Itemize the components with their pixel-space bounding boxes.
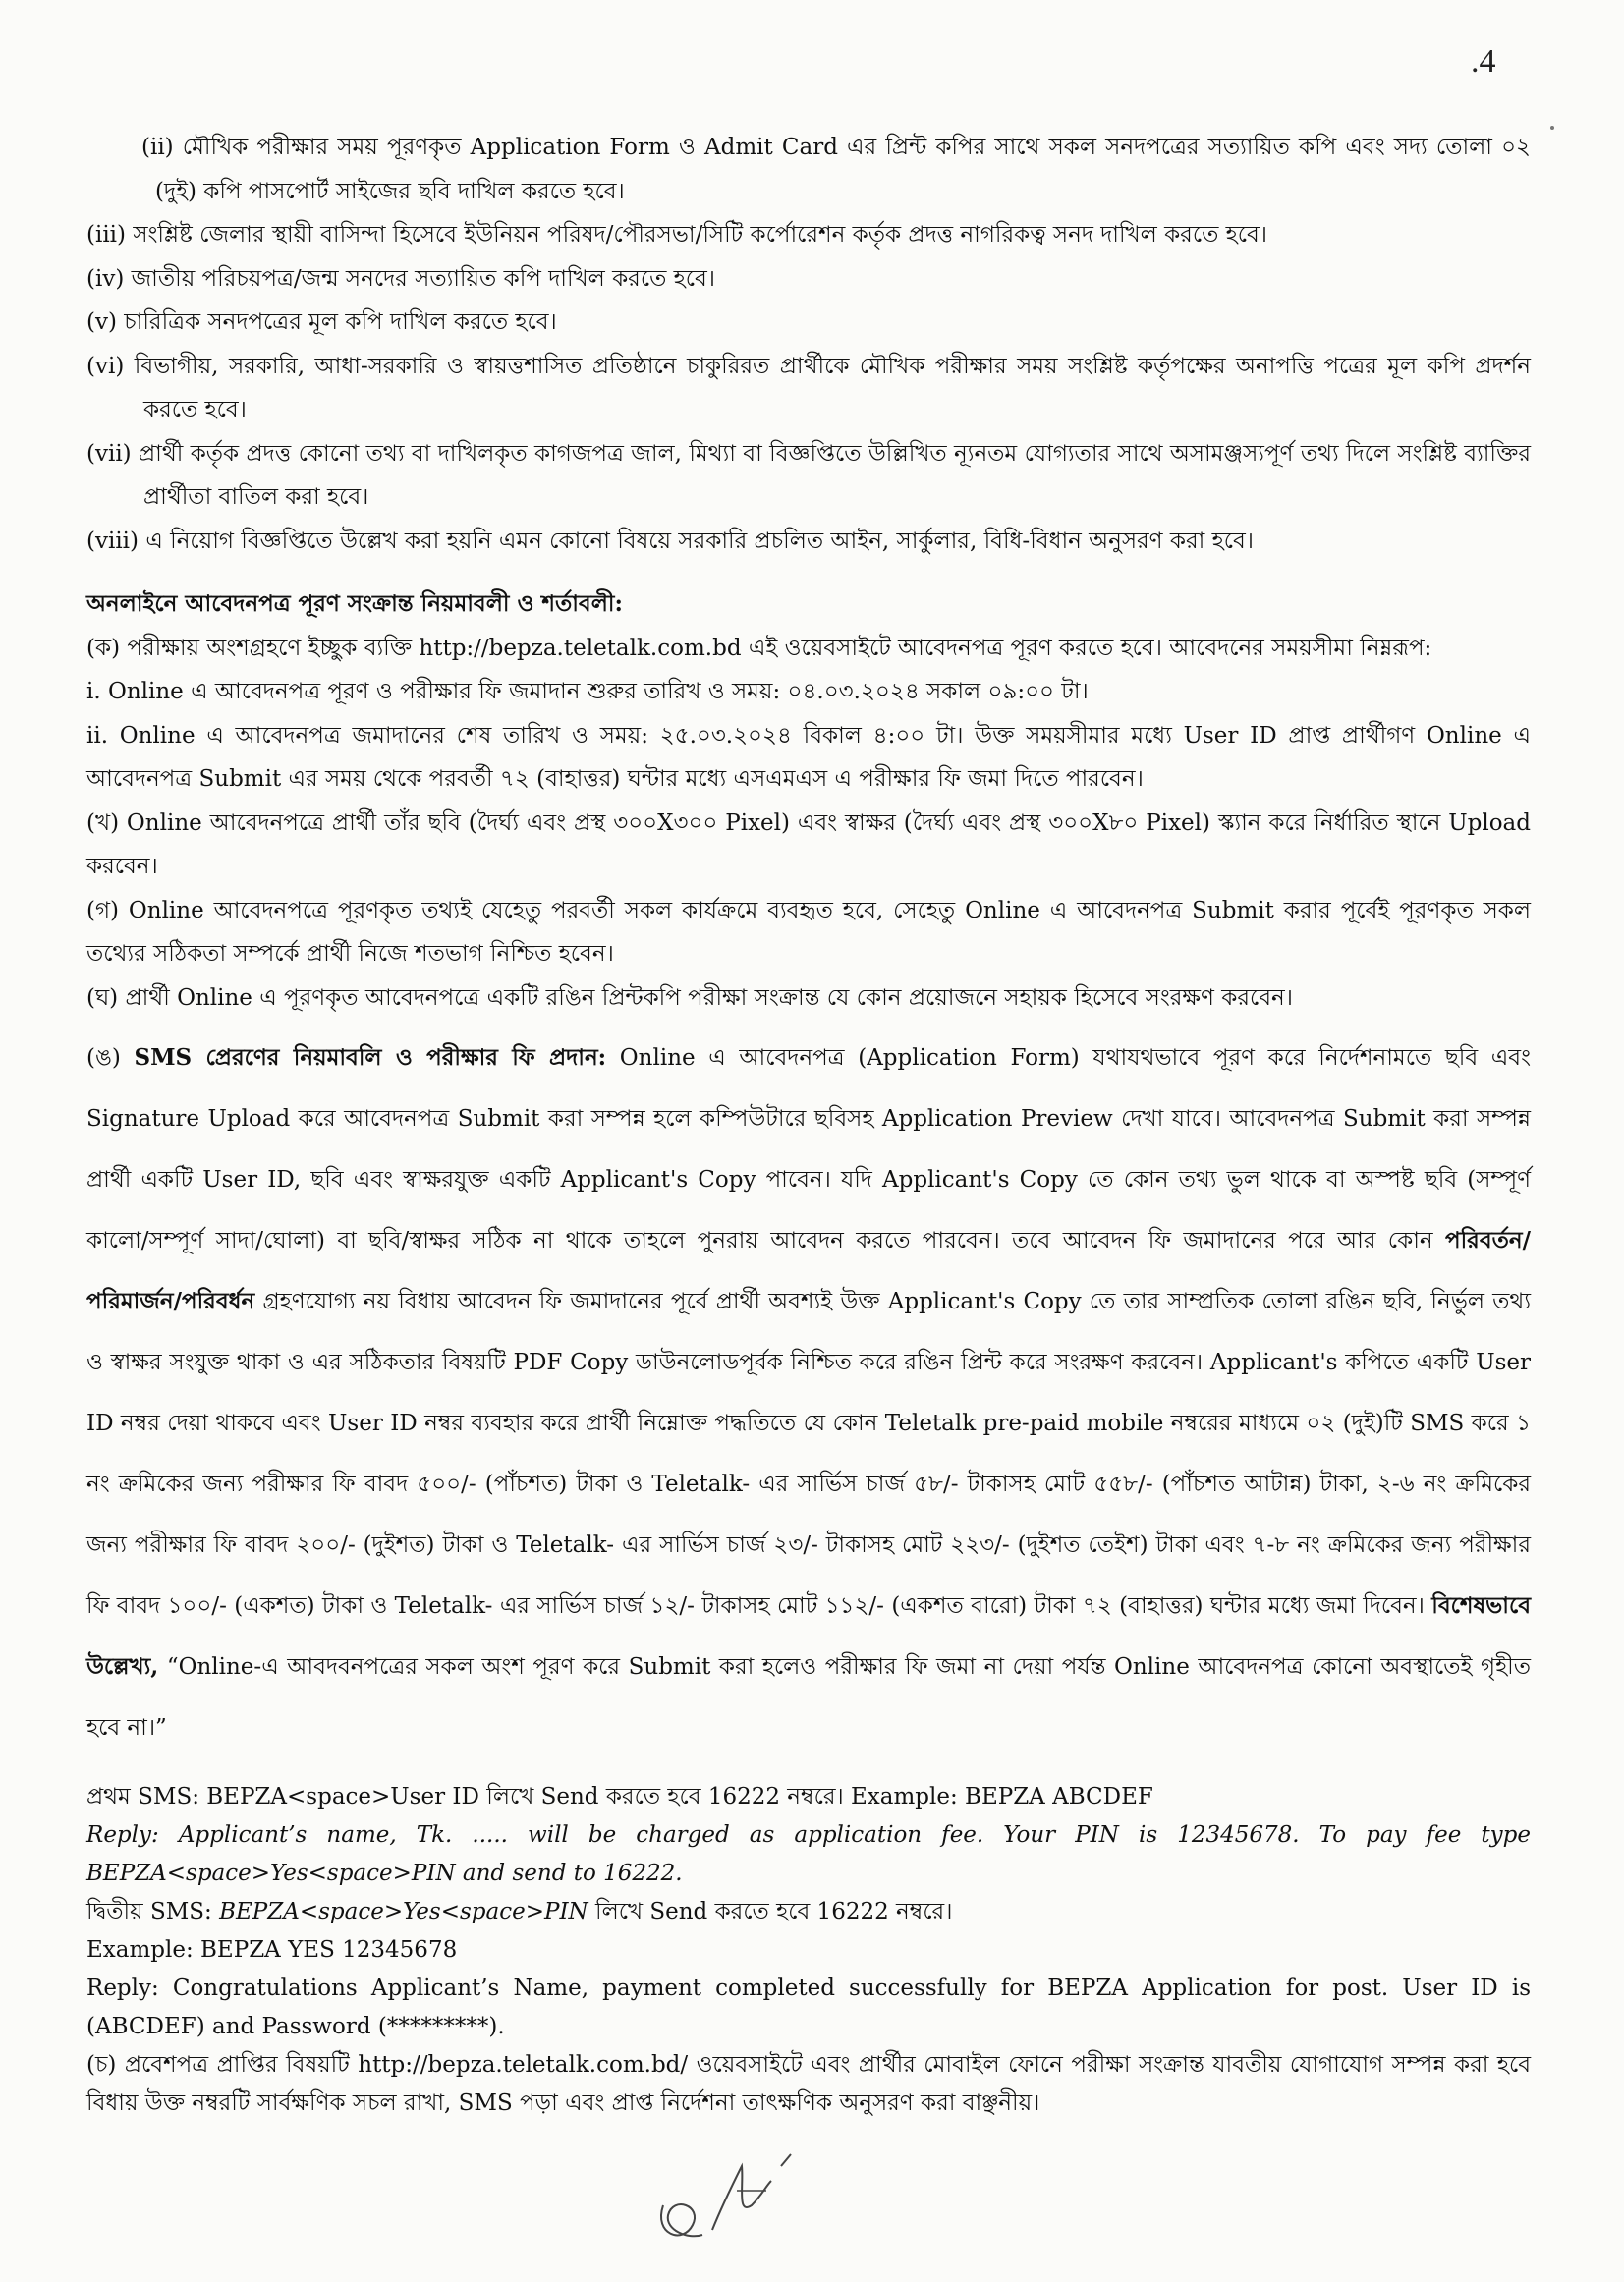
sms-rules-bold-mid: পরিবর্তন/পরিমার্জন/পরিবর্ধন: [86, 1227, 1531, 1314]
rule-ga: (গ) Online আবেদনপত্রে পূরণকৃত তথ্যই যেহেতু পরবর্তী সকল কার্যক্রমে ব্যবহৃত হবে, সেহেতু Online এ আবেদনপত্র Submit করার পূর্বেই পূরণকৃত সকল তথ্যের সঠিকতা সম্পর্কে প্রার্থী নিজে শতভাগ নিশ্চিত হবেন।: [86, 897, 1531, 967]
handwritten-signature: [644, 2146, 830, 2254]
rule-cha: (চ) প্রবেশপত্র প্রাপ্তির বিষয়টি http://bepza.teletalk.com.bd/ ওয়েবসাইটে এবং প্রার্থীর মোবাইল ফোনে পরীক্ষা সংক্রান্ত যাবতীয় যোগাযোগ সম্পন্ন করা হবে বিধায় উক্ত নম্বরটি সার্বক্ষণিক সচল রাখা, SMS পড়া এবং প্রাপ্ত নির্দেশনা তাৎক্ষণিক অনুসরণ করা বাঞ্ছনীয়।: [86, 2052, 1531, 2116]
instruction-item: (iv) জাতীয় পরিচয়পত্র/জন্ম সনদের সত্যায়িত কপি দাখিল করতে হবে।: [86, 265, 715, 292]
document-body: [86, 126, 1531, 2123]
rule-ka-i: i. Online এ আবেদনপত্র পূরণ ও পরীক্ষার ফি জমাদান শুরুর তারিখ ও সময়: ০৪.০৩.২০২৪ সকাল ০৯:০০ টা।: [86, 679, 1089, 704]
rule-gha: (ঘ) প্রার্থী Online এ পূরণকৃত আবেদনপত্রে একটি রঙিন প্রিন্টকপি পরীক্ষা সংক্রান্ত যে কোন প্রয়োজনে সহায়ক হিসেবে সংরক্ষণ করবেন।: [86, 984, 1293, 1011]
second-sms-command: BEPZA<space>Yes<space>PIN: [219, 1899, 588, 1924]
sms-rules-body-3: “Online-এ আবদবনপত্রের সকল অংশ পূরণ করে Submit করা হলেও পরীক্ষার ফি জমা না দেয়া পর্যন্ত Online আবেদনপত্র কোনো অবস্থাতেই গৃহীত হবে না।”: [86, 1654, 1531, 1741]
scan-speck: [1550, 126, 1554, 130]
second-sms: [86, 1893, 1531, 1931]
instruction-item: (iii) সংশ্লিষ্ট জেলার স্থায়ী বাসিন্দা হিসেবে ইউনিয়ন পরিষদ/পৌরসভা/সিটি কর্পোরেশন কর্তৃক প্রদত্ত নাগরিকত্ব সনদ দাখিল করতে হবে।: [86, 222, 1267, 248]
first-sms: প্রথম SMS: BEPZA<space>User ID লিখে Send করতে হবে 16222 নম্বরে। Example: BEPZA ABCDEF: [86, 1784, 1153, 1809]
second-sms-suffix: লিখে Send করতে হবে 16222 নম্বরে।: [588, 1899, 953, 1924]
instruction-item: (ii) মৌখিক পরীক্ষার সময় পূরণকৃত Application Form ও Admit Card এর প্রিন্ট কপির সাথে সকল সনদপত্রের সত্যায়িত কপি এবং সদ্য তোলা ০২ (দুই) কপি পাসপোর্ট সাইজের ছবি দাখিল করতে হবে।: [141, 135, 1531, 204]
rule-ka-ii: ii. Online এ আবেদনপত্র জমাদানের শেষ তারিখ ও সময়: ২৫.০৩.২০২৪ বিকাল ৪:০০ টা। উক্ত সময়সীমার মধ্যে User ID প্রাপ্ত প্রার্থীগণ Online এ আবেদনপত্র Submit এর সময় থেকে পরবর্তী ৭২ (বাহাত্তর) ঘন্টার মধ্যে এসএমএস এ পরীক্ষার ফি জমা দিতে পারবেন।: [86, 722, 1531, 792]
second-sms-example: Example: BEPZA YES 12345678: [86, 1937, 458, 1963]
page-number: .4: [1471, 43, 1496, 80]
instruction-item: (vii) প্রার্থী কর্তৃক প্রদত্ত কোনো তথ্য বা দাখিলকৃত কাগজপত্র জাল, মিথ্যা বা বিজ্ঞপ্তিতে উল্লিখিত ন্যূনতম যোগ্যতার সাথে অসামঞ্জস্যপূর্ণ তথ্য দিলে সংশ্লিষ্ট ব্যাক্তির প্রার্থীতা বাতিল করা হবে।: [86, 440, 1531, 510]
sms-rules-body-1: Online এ আবেদনপত্র (Application Form) যথাযথভাবে পূরণ করে নির্দেশনামতে ছবি এবং Signature Upload করে আবেদনপত্র Submit করা সম্পন্ন হলে কম্পিউটারে ছবিসহ Application Preview দেখা যাবে। আবেদনপত্র Submit করা সম্পন্ন প্রার্থী একটি User ID, ছবি এবং স্বাক্ষরযুক্ত একটি Applicant's Copy পাবেন। যদি Applicant's Copy তে কোন তথ্য ভুল থাকে বা অস্পষ্ট ছবি (সম্পূর্ণ কালো/সম্পূর্ণ সাদা/ঘোলা) বা ছবি/স্বাক্ষর সঠিক না থাকে তাহলে পুনরায় আবেদন করতে পারবেন। তবে আবেদন ফি জমাদানের পরে আর কোন: [86, 1045, 1531, 1253]
instruction-item: (v) চারিত্রিক সনদপত্রের মূল কপি দাখিল করতে হবে।: [86, 309, 557, 335]
instruction-item: (vi) বিভাগীয়, সরকারি, আধা-সরকারি ও স্বায়ত্তশাসিত প্রতিষ্ঠানে চাকুরিরত প্রার্থীকে মৌখিক পরীক্ষার সময় সংশ্লিষ্ট কর্তৃপক্ষের অনাপত্তি পত্রের মূল কপি প্রদর্শন করতে হবে।: [86, 353, 1532, 422]
sms-steps: [86, 1778, 1531, 2123]
sms-rules-paragraph: [86, 1028, 1531, 1758]
sms-rules-note: বিশেষভাবে উল্লেখ্য,: [86, 1592, 1531, 1680]
second-sms-prefix: দ্বিতীয় SMS:: [86, 1899, 220, 1924]
first-sms-reply: Reply: Applicant’s name, Tk. ..... will be charged as application fee. Your PIN is 12345678. To pay fee type BEPZA<space>Yes<space>PIN and send to 16222.: [86, 1822, 1531, 1886]
sms-rules-lead: SMS প্রেরণের নিয়মাবলি ও পরীক্ষার ফি প্রদান:: [134, 1044, 607, 1071]
second-sms-reply: Reply: Congratulations Applicant’s Name, payment completed successfully for BEPZA Application for post. User ID is (ABCDEF) and Password (*********).: [86, 1976, 1531, 2039]
online-rules-heading: অনলাইনে আবেদনপত্র পূরণ সংক্রান্ত নিয়মাবলী ও শর্তাবলী:: [86, 590, 623, 617]
rule-kha: (খ) Online আবেদনপত্রে প্রার্থী তাঁর ছবি (দৈর্ঘ্য এবং প্রস্থ ৩০০X৩০০ Pixel) এবং স্বাক্ষর (দৈর্ঘ্য এবং প্রস্থ ৩০০X৮০ Pixel) স্ক্যান করে নির্ধারিত স্থানে Upload করবেন।: [86, 809, 1531, 879]
rule-ka: (ক) পরীক্ষায় অংশগ্রহণে ইচ্ছুক ব্যক্তি http://bepza.teletalk.com.bd এই ওয়েবসাইটে আবেদনপত্র পূরণ করতে হবে। আবেদনের সময়সীমা নিম্নরূপ:: [86, 635, 1432, 661]
sms-rules-prefix: (ঙ): [86, 1045, 135, 1071]
sms-rules-body-2: গ্রহণযোগ্য নয় বিধায় আবেদন ফি জমাদানের পূর্বে প্রার্থী অবশ্যই উক্ত Applicant's Copy তে তার সাম্প্রতিক তোলা রঙিন ছবি, নির্ভুল তথ্য ও স্বাক্ষর সংযুক্ত থাকা ও এর সঠিকতার বিষয়টি PDF Copy ডাউনলোডপূর্বক নিশ্চিত করে রঙিন প্রিন্ট করে সংরক্ষণ করবেন। Applicant's কপিতে একটি User ID নম্বর দেয়া থাকবে এবং User ID নম্বর ব্যবহার করে প্রার্থী নিম্নোক্ত পদ্ধতিতে যে কোন Teletalk pre-paid mobile নম্বরের মাধ্যমে ০২ (দুই)টি SMS করে ১ নং ক্রমিকের জন্য পরীক্ষার ফি বাবদ ৫০০/- (পাঁচশত) টাকা ও Teletalk- এর সার্ভিস চার্জ ৫৮/- টাকাসহ মোট ৫৫৮/- (পাঁচশত আটান্ন) টাকা, ২-৬ নং ক্রমিকের জন্য পরীক্ষার ফি বাবদ ২০০/- (দুইশত) টাকা ও Teletalk- এর সার্ভিস চার্জ ২৩/- টাকাসহ মোট ২২৩/- (দুইশত তেইশ) টাকা এবং ৭-৮ নং ক্রমিকের জন্য পরীক্ষার ফি বাবদ ১০০/- (একশত) টাকা ও Teletalk- এর সার্ভিস চার্জ ১২/- টাকাসহ মোট ১১২/- (একশত বারো) টাকা ৭২ (বাহাত্তর) ঘন্টার মধ্যে জমা দিবেন।: [86, 1289, 1531, 1619]
instruction-item: (viii) এ নিয়োগ বিজ্ঞপ্তিতে উল্লেখ করা হয়নি এমন কোনো বিষয়ে সরকারি প্রচলিত আইন, সার্কুলার, বিধি-বিধান অনুসরণ করা হবে।: [86, 528, 1254, 554]
